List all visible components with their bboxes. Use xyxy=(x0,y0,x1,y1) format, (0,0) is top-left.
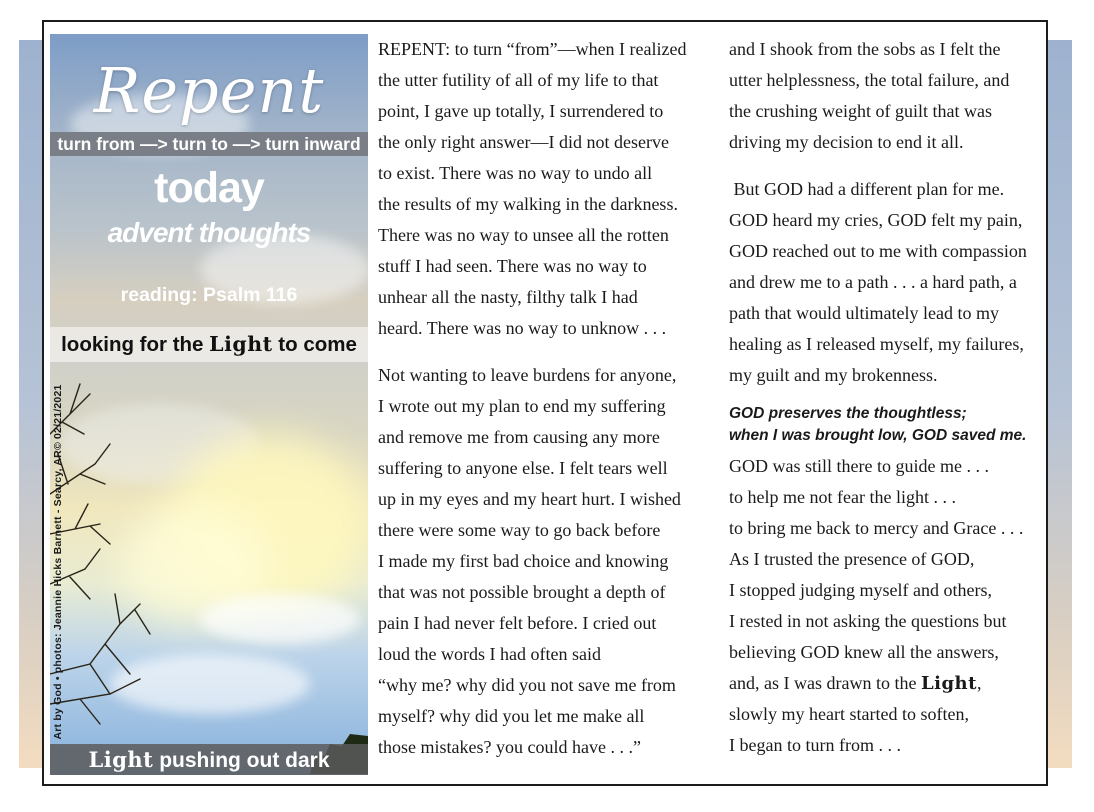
text-line: heard. There was no way to unknow . . . xyxy=(378,318,667,338)
text-line: and drew me to a path . . . a hard path, a xyxy=(729,272,1017,292)
text-line: REPENT: to turn “from”—when I realized xyxy=(378,39,687,59)
text-line: those mistakes? you could have . . .” xyxy=(378,737,641,757)
text-line: I rested in not asking the questions but xyxy=(729,611,1007,631)
text-line: the crushing weight of guilt that was xyxy=(729,101,992,121)
page-title: Repent xyxy=(93,54,325,127)
text-line: and remove me from causing any more xyxy=(378,427,660,447)
text-line: pain I had never felt before. I cried out xyxy=(378,613,657,633)
text-line: loud the words I had often said xyxy=(378,644,601,664)
text-line: that was not possible brought a depth of xyxy=(378,582,666,602)
text-line: GOD was still there to guide me . . . xyxy=(729,456,989,476)
text-line: But GOD had a different plan for me. xyxy=(729,179,1005,199)
text-line: suffering to anyone else. I felt tears well xyxy=(378,458,668,478)
text-line: driving my decision to end it all. xyxy=(729,132,964,152)
text-line: GOD reached out to me with compassion xyxy=(729,241,1027,261)
advent-subtitle: advent thoughts xyxy=(107,217,311,248)
text-line: up in my eyes and my heart hurt. I wished xyxy=(378,489,681,509)
text-line: I wrote out my plan to end my suffering xyxy=(378,396,666,416)
text-line: Not wanting to leave burdens for anyone, xyxy=(378,365,677,385)
text-line: healing as I released myself, my failures, xyxy=(729,334,1024,354)
verse-line: when I was brought low, GOD saved me. xyxy=(729,427,1027,444)
text-line: utter helplessness, the total failure, and xyxy=(729,70,1010,90)
text-line: I stopped judging myself and others, xyxy=(729,580,992,600)
light-word: Light xyxy=(920,673,977,694)
light-word: Light xyxy=(88,747,154,772)
tree-branches-graphic xyxy=(50,374,368,774)
text-line: GOD heard my cries, GOD felt my pain, xyxy=(729,210,1023,230)
text-line: path that would ultimately lead to my xyxy=(729,303,999,323)
text-line: there were some way to go back before xyxy=(378,520,661,540)
text-line: the utter futility of all of my life to that xyxy=(378,70,659,90)
text-line: “why me? why did you not save me from xyxy=(378,675,676,695)
text-line: point, I gave up totally, I surrendered to xyxy=(378,101,664,121)
sky-photo-panel xyxy=(50,34,368,775)
text-line: my guilt and my brokenness. xyxy=(729,365,938,385)
text-column-right xyxy=(729,34,1044,761)
text-line: slowly my heart started to soften, xyxy=(729,704,969,724)
text-line: I began to turn from . . . xyxy=(729,735,901,755)
light-pushing-banner: Light pushing out dark xyxy=(50,744,368,775)
text-line: to help me not fear the light . . . xyxy=(729,487,956,507)
reading-reference: reading: Psalm 116 xyxy=(120,284,298,306)
text-column-middle xyxy=(378,34,698,763)
turn-steps-banner: turn from —> turn to —> turn inward xyxy=(50,132,368,156)
text-line: believing GOD knew all the answers, xyxy=(729,642,999,662)
text-line: the only right answer—I did not deserve xyxy=(378,132,669,152)
text-line: and, as I was drawn to the Light, xyxy=(729,673,982,694)
today-heading: today xyxy=(154,164,264,212)
text-line: to bring me back to mercy and Grace . . . xyxy=(729,518,1024,538)
light-word: Light xyxy=(209,332,273,356)
photo-credit: Art by God • photos: Jeannie Hicks Barnett - Searcy, AR© 02/21/2021 xyxy=(52,384,64,740)
verse-line: GOD preserves the thoughtless; xyxy=(729,405,967,422)
scripture-verse xyxy=(729,403,1044,447)
text-line: to exist. There was no way to undo all xyxy=(378,163,653,183)
text-line: There was no way to unsee all the rotten xyxy=(378,225,669,245)
text-line: and I shook from the sobs as I felt the xyxy=(729,39,1001,59)
text-line: myself? why did you let me make all xyxy=(378,706,645,726)
text-line: stuff I had seen. There was no way to xyxy=(378,256,647,276)
text-line: unhear all the nasty, filthy talk I had xyxy=(378,287,638,307)
text-line: I made my first bad choice and knowing xyxy=(378,551,669,571)
text-line: As I trusted the presence of GOD, xyxy=(729,549,975,569)
looking-for-light-banner: looking for the Light to come xyxy=(50,327,368,362)
text-line: the results of my walking in the darkness. xyxy=(378,194,678,214)
